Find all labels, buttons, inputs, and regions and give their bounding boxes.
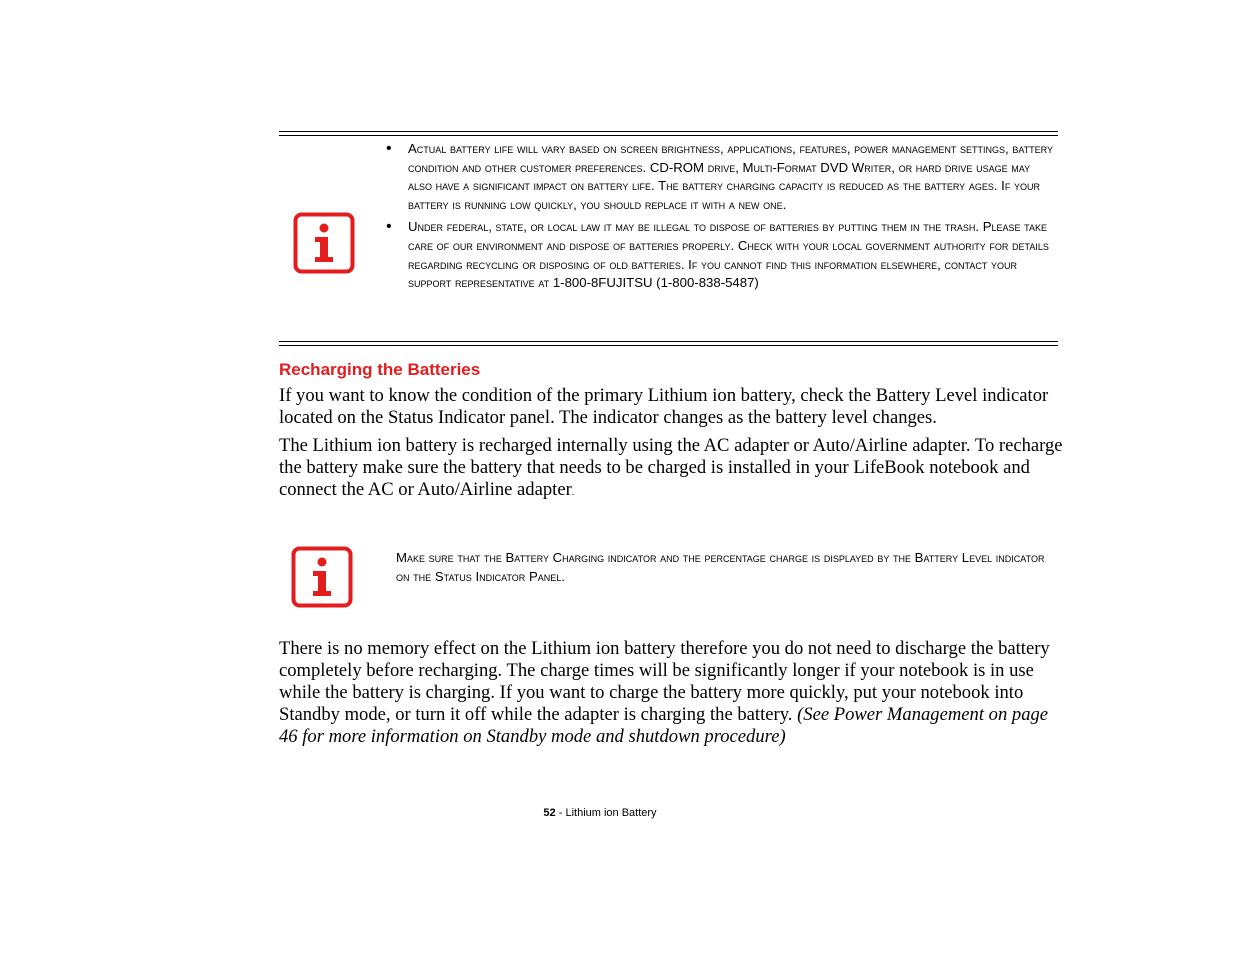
- middle-note-text: Make sure that the Battery Charging indicator and the percentage charge is displayed by the Battery Level indicator on the Status Indicator Panel.: [396, 550, 1045, 584]
- info-icon: [293, 212, 355, 274]
- footer-title: Lithium ion Battery: [565, 807, 657, 819]
- body-paragraph-1: If you want to know the condition of the primary Lithium ion battery, check the Battery Level indicator located on the Status Indicator panel. The indicator changes as the battery level changes.: [279, 385, 1049, 428]
- bullet-dot: •: [386, 218, 392, 236]
- top-note: [386, 140, 1056, 293]
- closing-paragraph-reference: (See Power Management on page 46 for more information on Standby mode and shutdown procedure): [279, 704, 1049, 747]
- closing-paragraph-text: There is no memory effect on the Lithium ion battery therefore you do not need to discharge the battery completely before recharging. The charge times will be significantly longer if your notebook is in use while the battery is charging. If you want to charge the battery more quickly, put your notebook into Standby mode, or turn it off while the adapter is charging the battery.: [279, 638, 1050, 725]
- top-note-rule-top-2: [279, 135, 1058, 136]
- body-paragraph-2: [279, 435, 1065, 504]
- body-paragraph-2-text: The Lithium ion battery is recharged internally using the AC adapter or Auto/Airline adapter. To recharge the battery make sure the battery that needs to be charged is installed in your LifeBook notebook and connect the AC or Auto/Airline adapter: [279, 435, 1063, 500]
- middle-note: [396, 549, 1056, 586]
- info-icon: [291, 546, 353, 608]
- top-note-rule-bottom-1: [279, 341, 1058, 342]
- note-bullet: [386, 218, 1056, 292]
- top-note-rule-top-1: [279, 131, 1058, 132]
- note-bullet-text: Actual battery life will vary based on screen brightness, applications, features, power management settings, battery condition and other customer preferences. CD-ROM drive, Multi-Format DVD Writer, or hard drive usage may also have a significant impact on battery life. The battery charging capacity is reduced as the battery ages. If your battery is running low quickly, you should replace it with a new one.: [408, 141, 1054, 212]
- footer-separator: -: [555, 807, 566, 819]
- page-footer: [0, 807, 1200, 819]
- note-bullet-text: Under federal, state, or local law it may be illegal to dispose of batteries by putting them in the trash. Please take care of our environment and dispose of batteries properly. Check with your local government authority for details regarding recycling or disposing of old batteries. If you cannot find this information elsewhere, contact your support representative at 1-800-8FUJITSU (1-800-838-5487): [408, 219, 1049, 291]
- bullet-dot: •: [386, 140, 392, 157]
- body-paragraph-2-period: .: [571, 487, 575, 498]
- note-bullet: [386, 140, 1056, 214]
- section-heading: Recharging the Batteries: [279, 360, 481, 379]
- page-number: 52: [543, 807, 556, 819]
- top-note-rule-bottom-2: [279, 345, 1058, 346]
- closing-paragraph: [279, 638, 1065, 748]
